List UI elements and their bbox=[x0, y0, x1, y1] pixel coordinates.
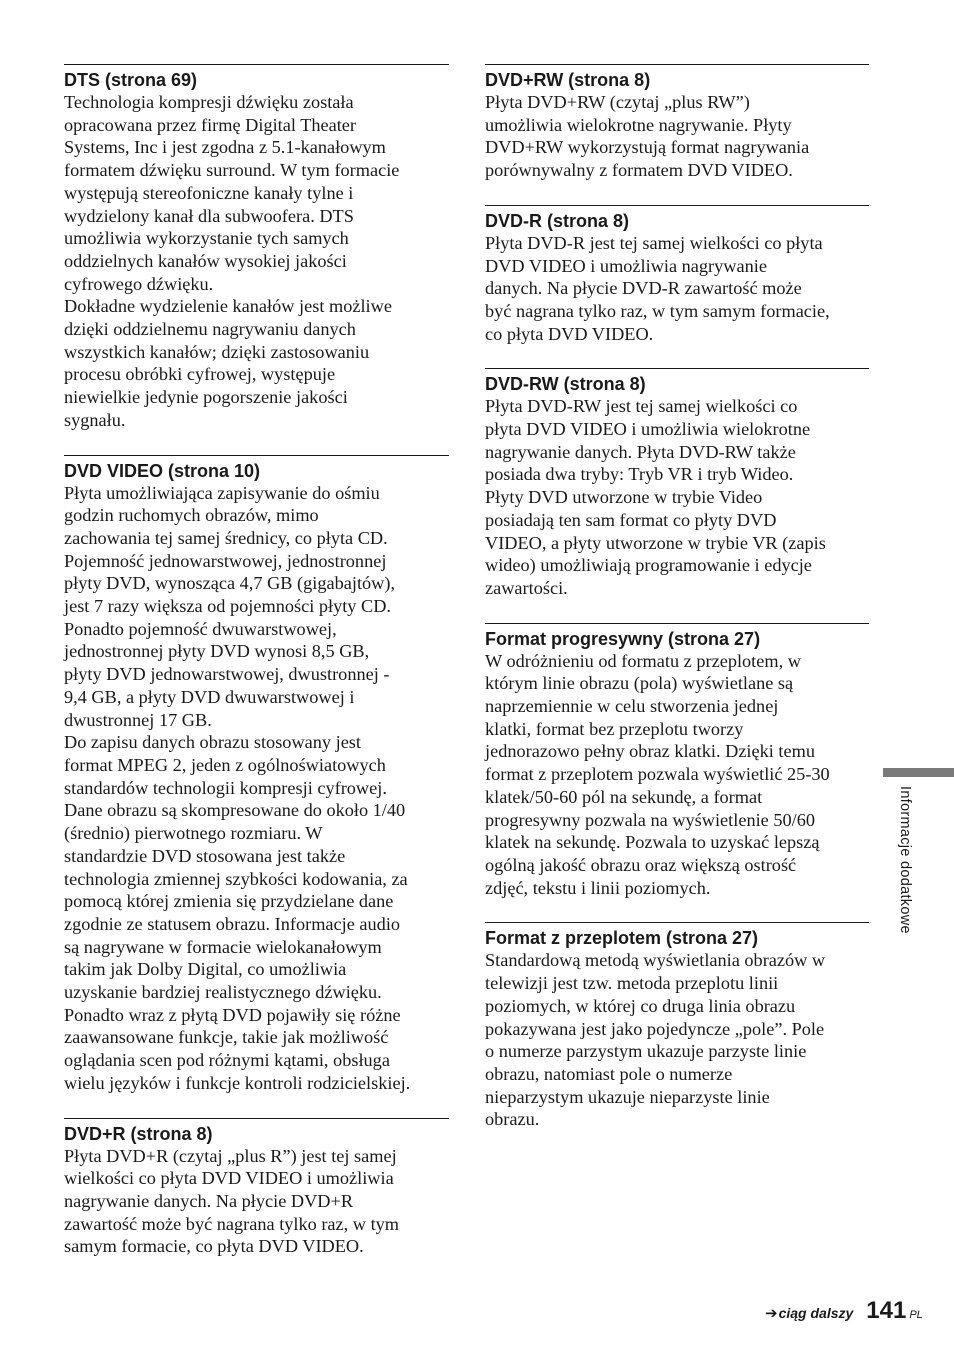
glossary-entry-dvd-plus-rw bbox=[485, 64, 869, 182]
glossary-entry-dvd-r bbox=[485, 205, 869, 346]
glossary-entry-dvd-plus-r bbox=[64, 1118, 449, 1259]
entry-body: Technologia kompresji dźwięku została opracowana przez firmę Digital Theater Systems, Inc i jest zgodna z 5.1-kanałowym formatem dźwięku surround. W tym formacie występują stereofoniczne kanały tylne i wydzielony kanał dla subwoofera. DTS umożliwia wykorzystanie tych samych oddzielnych kanałów wysokiej jakości cyfrowego dźwięku. Dokładne wydzielenie kanałów jest możliwe dzięki oddzielnemu nagrywaniu danych wszystkich kanałów; dzięki zastosowaniu procesu obróbki cyfrowej, występuje niewielkie jedynie pogorszenie jakości sygnału. bbox=[64, 92, 400, 430]
page-number: 141 bbox=[866, 1297, 907, 1324]
entry-title: Format progresywny (strona 27) bbox=[485, 628, 761, 649]
page-footer bbox=[765, 1297, 923, 1327]
entry-body: Standardową metodą wyświetlania obrazów w telewizji jest tzw. metoda przeplotu linii poziomych, w której co druga linia obrazu pokazywana jest jako pojedyncze „pole”. Pole o numerze parzystym ukazuje parzyste linie obrazu, natomiast pole o numerze nieparzystym ukazuje nieparzyste linie obrazu. bbox=[485, 950, 826, 1130]
entry-body: Płyta DVD+RW (czytaj „plus RW”) umożliwia wielokrotne nagrywanie. Płyty DVD+RW wykorzystują format nagrywania porównywalny z formatem DVD VIDEO. bbox=[485, 92, 810, 181]
section-side-label: Informacje dodatkowe bbox=[897, 786, 913, 934]
glossary-entry-dts bbox=[64, 64, 449, 432]
entry-title: DTS (strona 69) bbox=[64, 70, 198, 90]
glossary-entry-dvd-rw bbox=[485, 368, 869, 599]
glossary-entry-interlaced-format bbox=[485, 922, 869, 1131]
entry-body: Płyta umożliwiająca zapisywanie do ośmiu godzin ruchomych obrazów, mimo zachowania tej samej średnicy, co płyta CD. Pojemność jednowarstwowej, jednostronnej płyty DVD, wynosząca 4,7 GB (gigabajtów), jest 7 razy większa od pojemności płyty CD. Ponadto pojemność dwuwarstwowej, jednostronnej płyty DVD wynosi 8,5 GB, płyty DVD jednowarstwowej, dwustronnej - 9,4 GB, a płyty DVD dwuwarstwowej i dwustronnej 17 GB. Do zapisu danych obrazu stosowany jest format MPEG 2, jeden z ogólnoświatowych standardów technologii kompresji cyfrowej. Dane obrazu są skompresowane do około 1/40 (średnio) pierwotnego rozmiaru. W standardzie DVD stosowana jest także technologia zmiennej szybkości kodowania, za pomocą której zmienia się przydzielane dane zgodnie ze statusem obrazu. Informacje audio są nagrywane w formacie wielokanałowym takim jak Dolby Digital, co umożliwia uzyskanie bardziej realistycznego dźwięku. Ponadto wraz z płytą DVD pojawiły się różne zaawansowane funkcje, takie jak możliwość oglądania scen pod różnymi kątami, obsługa wielu języków i funkcje kontroli rodzicielskiej. bbox=[64, 482, 411, 1093]
entry-body: W odróżnieniu od formatu z przeplotem, w którym linie obrazu (pola) wyświetlane są naprzemiennie w celu stworzenia jednej klatki, format bez przeplotu tworzy jednorazowo pełny obraz klatki. Dzięki temu format z przeplotem pozwala wyświetlić 25-30 klatek/50-60 pól na sekundę, a format progresywny pozwala na wyświetlenie 50/60 klatek na sekundę. Pozwala to uzyskać lepszą ogólną jakość obrazu oraz większą ostrość zdjęć, tekstu i linii poziomych. bbox=[485, 650, 830, 898]
entry-body: Płyta DVD-R jest tej samej wielkości co płyta DVD VIDEO i umożliwia nagrywanie danych. Na płycie DVD-R zawartość może być nagrana tylko raz, w tym samym formacie, co płyta DVD VIDEO. bbox=[485, 232, 830, 344]
page-language-suffix: PL bbox=[909, 1309, 923, 1321]
entry-title: DVD-R (strona 8) bbox=[485, 210, 630, 231]
continued-label: ciąg dalszy bbox=[778, 1305, 854, 1321]
left-column bbox=[64, 64, 449, 1281]
entry-title: DVD-RW (strona 8) bbox=[485, 374, 646, 395]
arrow-right-icon: ➔ bbox=[765, 1304, 778, 1322]
glossary-entry-progressive-format bbox=[485, 623, 869, 900]
entry-title: DVD VIDEO (strona 10) bbox=[64, 460, 261, 481]
entry-title: DVD+R (strona 8) bbox=[64, 1123, 213, 1144]
entry-body: Płyta DVD+R (czytaj „plus R”) jest tej samej wielkości co płyta DVD VIDEO i umożliwia nagrywanie danych. Na płycie DVD+R zawartość może być nagrana tylko raz, w tym samym formacie, co płyta DVD VIDEO. bbox=[64, 1145, 400, 1257]
right-column bbox=[485, 64, 869, 1154]
entry-title: Format z przeplotem (strona 27) bbox=[485, 928, 759, 949]
entry-body: Płyta DVD-RW jest tej samej wielkości co płyta DVD VIDEO i umożliwia wielokrotne nagrywanie danych. Płyta DVD-RW także posiada dwa tryby: Tryb VR i tryb Wideo. Płyty DVD utworzone w trybie Video posiadają ten sam format co płyty DVD VIDEO, a płyty utworzone w trybie VR (zapis wideo) umożliwiają programowanie i edycje zawartości. bbox=[485, 396, 826, 598]
section-tab-marker bbox=[883, 768, 954, 777]
glossary-entry-dvd-video bbox=[64, 455, 449, 1095]
entry-title: DVD+RW (strona 8) bbox=[485, 70, 651, 90]
